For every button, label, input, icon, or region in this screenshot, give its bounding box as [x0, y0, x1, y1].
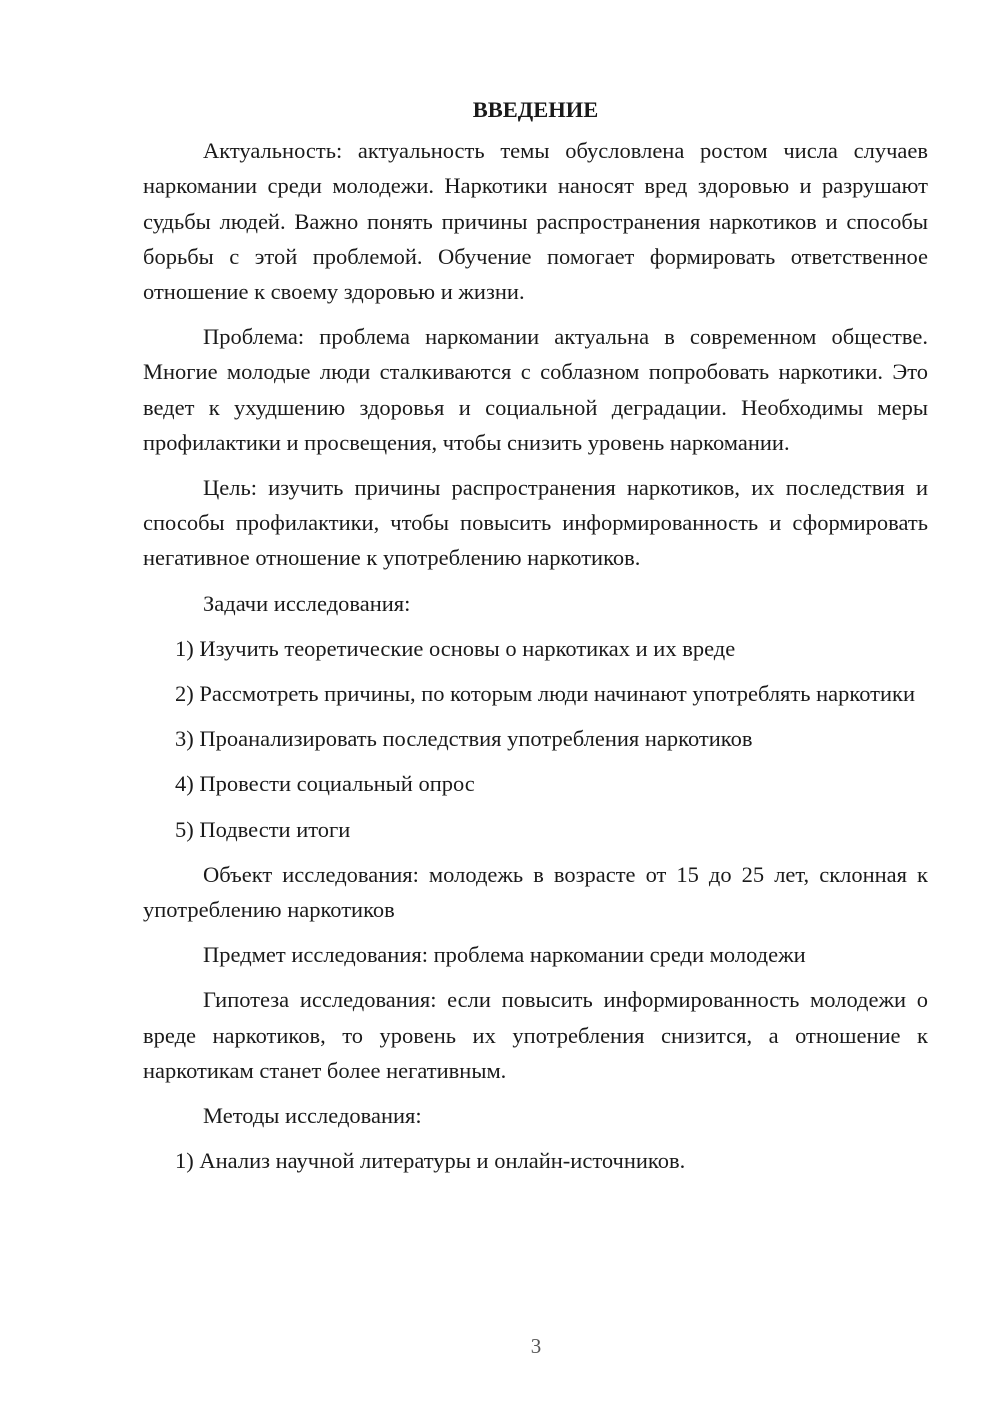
page-title: ВВЕДЕНИЕ	[472, 97, 599, 122]
page-content	[143, 92, 928, 1188]
task-item-5: 5) Подвести итоги	[175, 816, 351, 842]
problem-paragraph: Проблема: проблема наркомании актуальна в современном обществе. Многие молодые люди сталкиваются с соблазном попробовать наркотики. Это ведет к ухудшению здоровья и социальной деградации. Необходимы меры профилактики и просвещения, чтобы снизить уровень наркомании.	[143, 324, 928, 455]
tasks-heading: Задачи исследования:	[203, 590, 411, 616]
goal-paragraph: Цель: изучить причины распространения наркотиков, их последствия и способы профилактики, чтобы повысить информированность и сформировать негативное отношение к употреблению наркотиков.	[143, 475, 928, 571]
page-number-text: 3	[530, 1334, 542, 1358]
method-item-1: 1) Анализ научной литературы и онлайн-источников.	[175, 1148, 686, 1174]
page-number	[0, 1334, 1000, 1359]
task-item-1: 1) Изучить теоретические основы о наркотиках и их вреде	[175, 635, 736, 661]
object-paragraph: Объект исследования: молодежь в возрасте от 15 до 25 лет, склонная к употреблению наркотиков	[143, 861, 928, 923]
relevance-paragraph: Актуальность: актуальность темы обусловлена ростом числа случаев наркомании среди молодежи. Наркотики наносят вред здоровью и разрушают судьбы людей. Важно понять причины распространения наркотиков и способы борьбы с этой проблемой. Обучение помогает формировать ответственное отношение к своему здоровью и жизни.	[143, 138, 928, 305]
task-item-4: 4) Провести социальный опрос	[175, 771, 475, 797]
task-item-2: 2) Рассмотреть причины, по которым люди начинают употреблять наркотики	[175, 681, 915, 707]
task-item-3: 3) Проанализировать последствия употребления наркотиков	[175, 726, 753, 752]
subject-paragraph: Предмет исследования: проблема наркомании среди молодежи	[203, 942, 806, 968]
methods-heading: Методы исследования:	[203, 1103, 422, 1129]
hypothesis-paragraph: Гипотеза исследования: если повысить информированность молодежи о вреде наркотиков, то уровень их употребления снизится, а отношение к наркотикам станет более негативным.	[143, 987, 928, 1083]
